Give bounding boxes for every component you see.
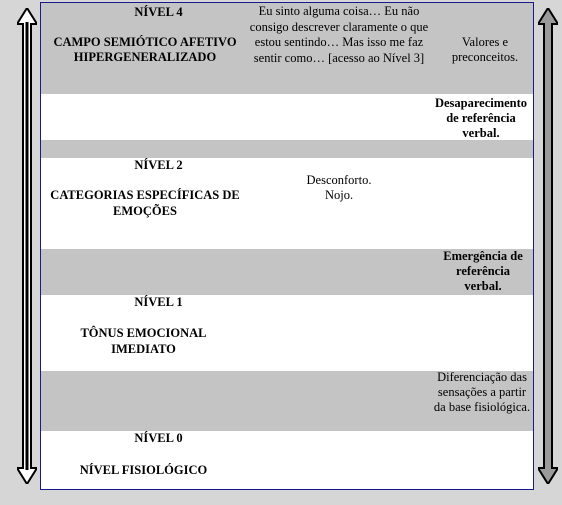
- right-double-arrow-icon: [538, 8, 558, 484]
- nivel-1-title: TÔNUS EMOCIONAL IMEDIATO: [80, 326, 207, 356]
- differentiation-note: Diferenciação das sensações a partir da base fisiológica.: [433, 370, 531, 414]
- values-note: Valores e preconceitos.: [451, 35, 519, 64]
- levels-table: [40, 2, 534, 490]
- nivel-2-label: NÍVEL 2: [134, 158, 183, 172]
- band-separator: [41, 140, 533, 158]
- left-double-arrow-icon: [17, 8, 37, 484]
- nivel-4-quote: Eu sinto alguma coisa… Eu não consigo descrever claramente o que estou sentindo… Mas isso me faz sentir como… [acesso ao Nível 3]: [249, 4, 429, 65]
- nivel-0-title: NÍVEL FISIOLÓGICO: [79, 463, 208, 477]
- nivel-4-label: NÍVEL 4: [134, 5, 183, 19]
- nivel-0-label: NÍVEL 0: [134, 431, 183, 445]
- nivel-1-label: NÍVEL 1: [134, 295, 183, 309]
- nivel-2-title: CATEGORIAS ESPECÍFICAS DE EMOÇÕES: [50, 188, 240, 218]
- emergence-note: Emergência de referência verbal.: [443, 249, 523, 293]
- disappearance-note: Desaparecimento de referência verbal.: [434, 96, 528, 140]
- emotions-note: Desconforto. Nojo.: [306, 173, 372, 202]
- nivel-4-title: CAMPO SEMIÓTICO AFETIVO HIPERGENERALIZADO: [53, 35, 237, 64]
